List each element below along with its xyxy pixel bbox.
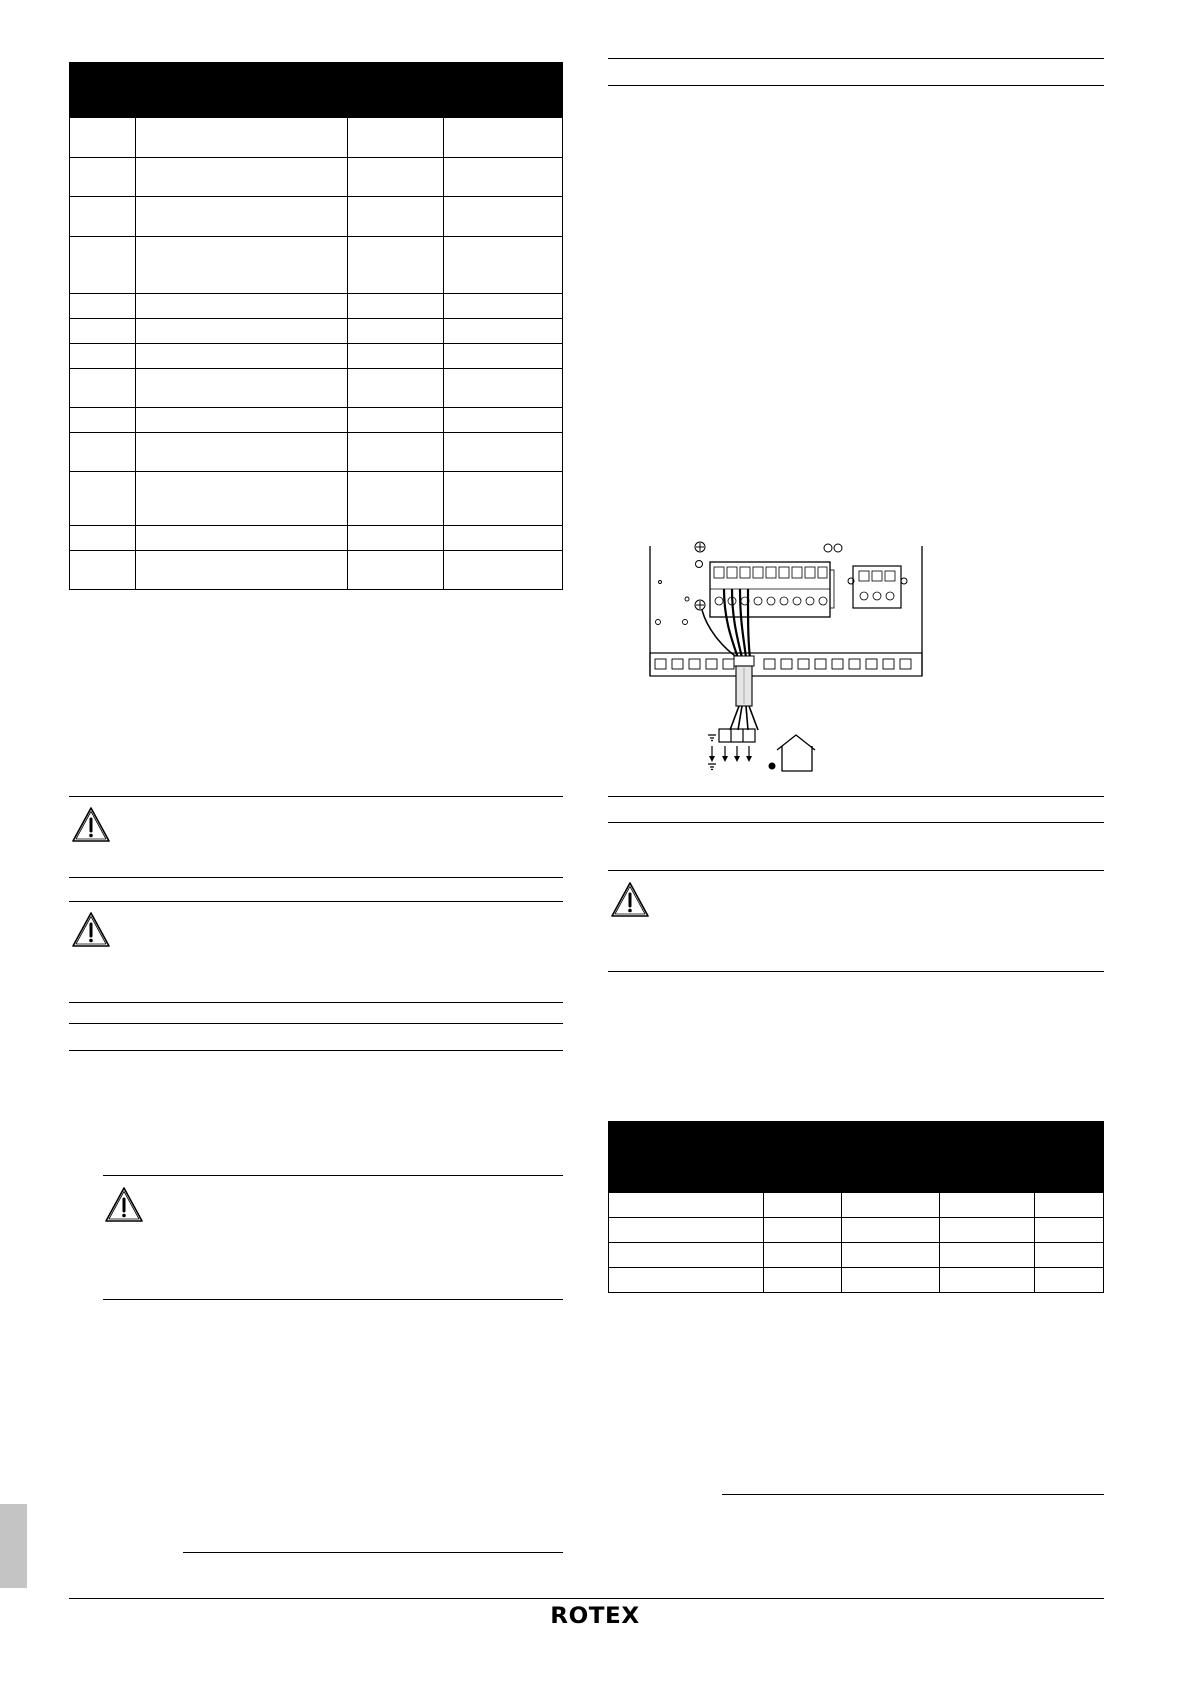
section-rule [69, 877, 563, 878]
table-row [70, 158, 563, 197]
rotex-logo: ROTEX [550, 1604, 640, 1629]
warning-triangle-icon [71, 806, 111, 844]
section-rule [69, 1023, 563, 1024]
table-row [70, 118, 563, 158]
section-rule [608, 58, 1104, 59]
section-rule [608, 870, 1104, 871]
table-header-row [609, 1122, 1104, 1193]
table-row [70, 551, 563, 590]
table-row [70, 344, 563, 369]
indented-rule [103, 1175, 563, 1176]
house-icon [774, 733, 820, 773]
footnote-rule [722, 1494, 1104, 1495]
table-row [609, 1268, 1104, 1293]
table-row [70, 472, 563, 526]
table-row [70, 319, 563, 344]
table-row [609, 1193, 1104, 1218]
page-side-tab [0, 1504, 27, 1588]
table-row [70, 294, 563, 319]
section-rule [69, 1050, 563, 1051]
section-rule [69, 796, 563, 797]
table-row [70, 408, 563, 433]
section-rule [69, 1002, 563, 1003]
footer-rule [69, 1598, 1104, 1599]
table-row [70, 433, 563, 472]
table-row [609, 1218, 1104, 1243]
warning-triangle-icon [71, 911, 111, 949]
section-rule [608, 971, 1104, 972]
footnote-rule [183, 1552, 563, 1553]
warning-triangle-icon [610, 881, 650, 919]
right-spec-table [608, 1121, 1104, 1293]
indented-rule [103, 1299, 563, 1300]
table-row [70, 369, 563, 408]
section-rule [608, 85, 1104, 86]
table-row [70, 526, 563, 551]
warning-triangle-icon [104, 1186, 144, 1224]
table-row [609, 1243, 1104, 1268]
table-row [70, 197, 563, 237]
table-row [70, 237, 563, 294]
section-rule [608, 796, 1104, 797]
left-spec-table [69, 62, 563, 590]
section-rule [69, 901, 563, 902]
section-rule [608, 822, 1104, 823]
table-header-row [70, 63, 563, 118]
